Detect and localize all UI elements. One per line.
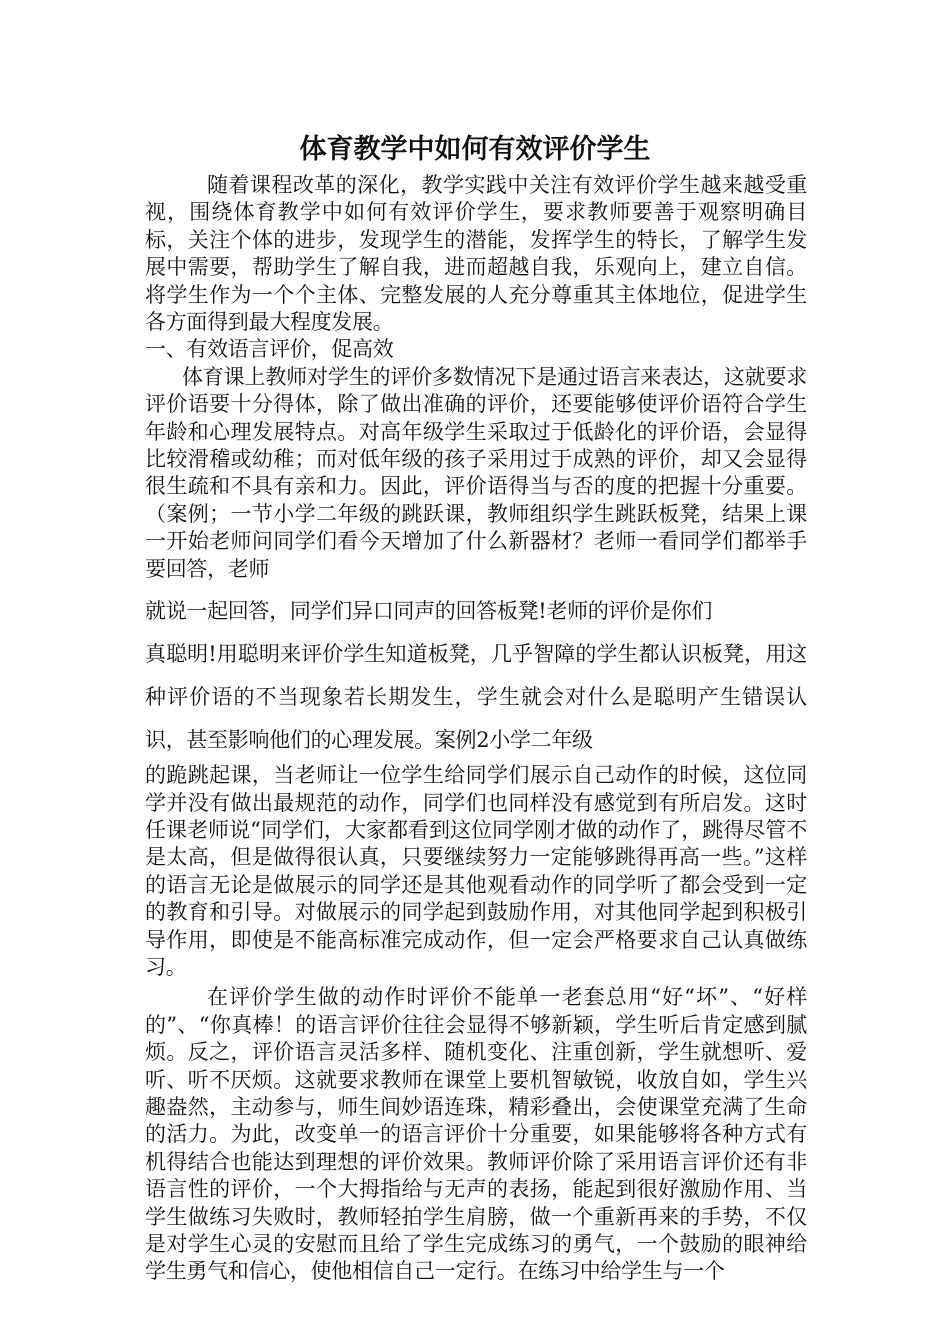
paragraph-case-2: 的跪跳起课，当老师让一位学生给同学们展示自己动作的时候，这位同学并没有做出最规范的动作，同学们也同样没有感觉到有所启发。这时任课老师说“同学们，大家都看到这位同学刚才做的动作了，跳得尽管不是太高，但是做得很认真，只要继续努力一定能够跳得再高一些。”这样的语言无论是做展示的同学还是其他观看动作的同学听了都会受到一定的教育和引导。对做展示的同学起到鼓励作用，对其他同学起到积极引导作用，即使是不能高标准完成动作，但一定会严格要求自己认真做练习。 [145, 763, 807, 979]
document-title: 体育教学中如何有效评价学生 [299, 134, 651, 165]
section-heading-1: 一、有效语言评价，促高效 [145, 337, 394, 362]
paragraph-varied-evaluation: 在评价学生做的动作时评价不能单一老套总用“好“坏”、“好样的”、“你真棒！的语言评价往往会显得不够新颖，学生听后肯定感到腻烦。反之，评价语言灵活多样、随机变化、注重创新，学生就想听、爱听、听不厌烦。这就要求教师在课堂上要机智敏锐，收放自如，学生兴趣盎然，主动参与，师生间妙语连珠，精彩叠出，会使课堂充满了生命的活力。为此，改变单一的语言评价十分重要，如果能够将各种方式有机得结合也能达到理想的评价效果。教师评价除了采用语言评价还有非语言性的评价，一个大拇指给与无声的表扬，能起到很好激励作用、当学生做练习失败时，教师轻拍学生肩膀，做一个重新再来的手势，不仅是对学生心灵的安慰而且给了学生完成练习的勇气，一个鼓励的眼神给学生勇气和信心，使他相信自己一定行。在练习中给学生与一个 [145, 985, 807, 1284]
paragraph-intro: 随着课程改革的深化，教学实践中关注有效评价学生越来越受重视，围绕体育教学中如何有效评价学生，要求教师要善于观察明确目标，关注个体的进步，发现学生的潜能，发挥学生的特长，了解学生发展中需要，帮助学生了解自我，进而超越自我，乐观向上，建立自信。将学生作为一个个主体、完整发展的人充分尊重其主体地位，促进学生各方面得到最大程度发展。 [145, 173, 807, 335]
document-body [145, 172, 807, 1286]
paragraph-case-bench: 真聪明!用聪明来评价学生知道板凳，几乎智障的学生都认识板凳，用这种评价语的不当现象若长期发生，学生就会对什么是聪明产生错误认识，甚至影响他们的心理发展。案例2小学二年级 [145, 642, 807, 753]
paragraph-line-answer: 就说一起回答，同学们异口同声的回答板凳!老师的评价是你们 [145, 599, 713, 624]
paragraph-language-evaluation: 体育课上教师对学生的评价多数情况下是通过语言来表达，这就要求评价语要十分得体，除了做出准确的评价，还要能够使评价语符合学生年龄和心理发展特点。对高年级学生采取过于低龄化的评价语，会显得比较滑稽或幼稚；而对低年级的孩子采用过于成熟的评价，却又会显得很生疏和不具有亲和力。因此，评价语得当与否的度的把握十分重要。（案例；一节小学二年级的跳跃课，教师组织学生跳跃板凳，结果上课一开始老师问同学们看今天增加了什么新器材？老师一看同学们都举手要回答，老师 [145, 364, 807, 581]
